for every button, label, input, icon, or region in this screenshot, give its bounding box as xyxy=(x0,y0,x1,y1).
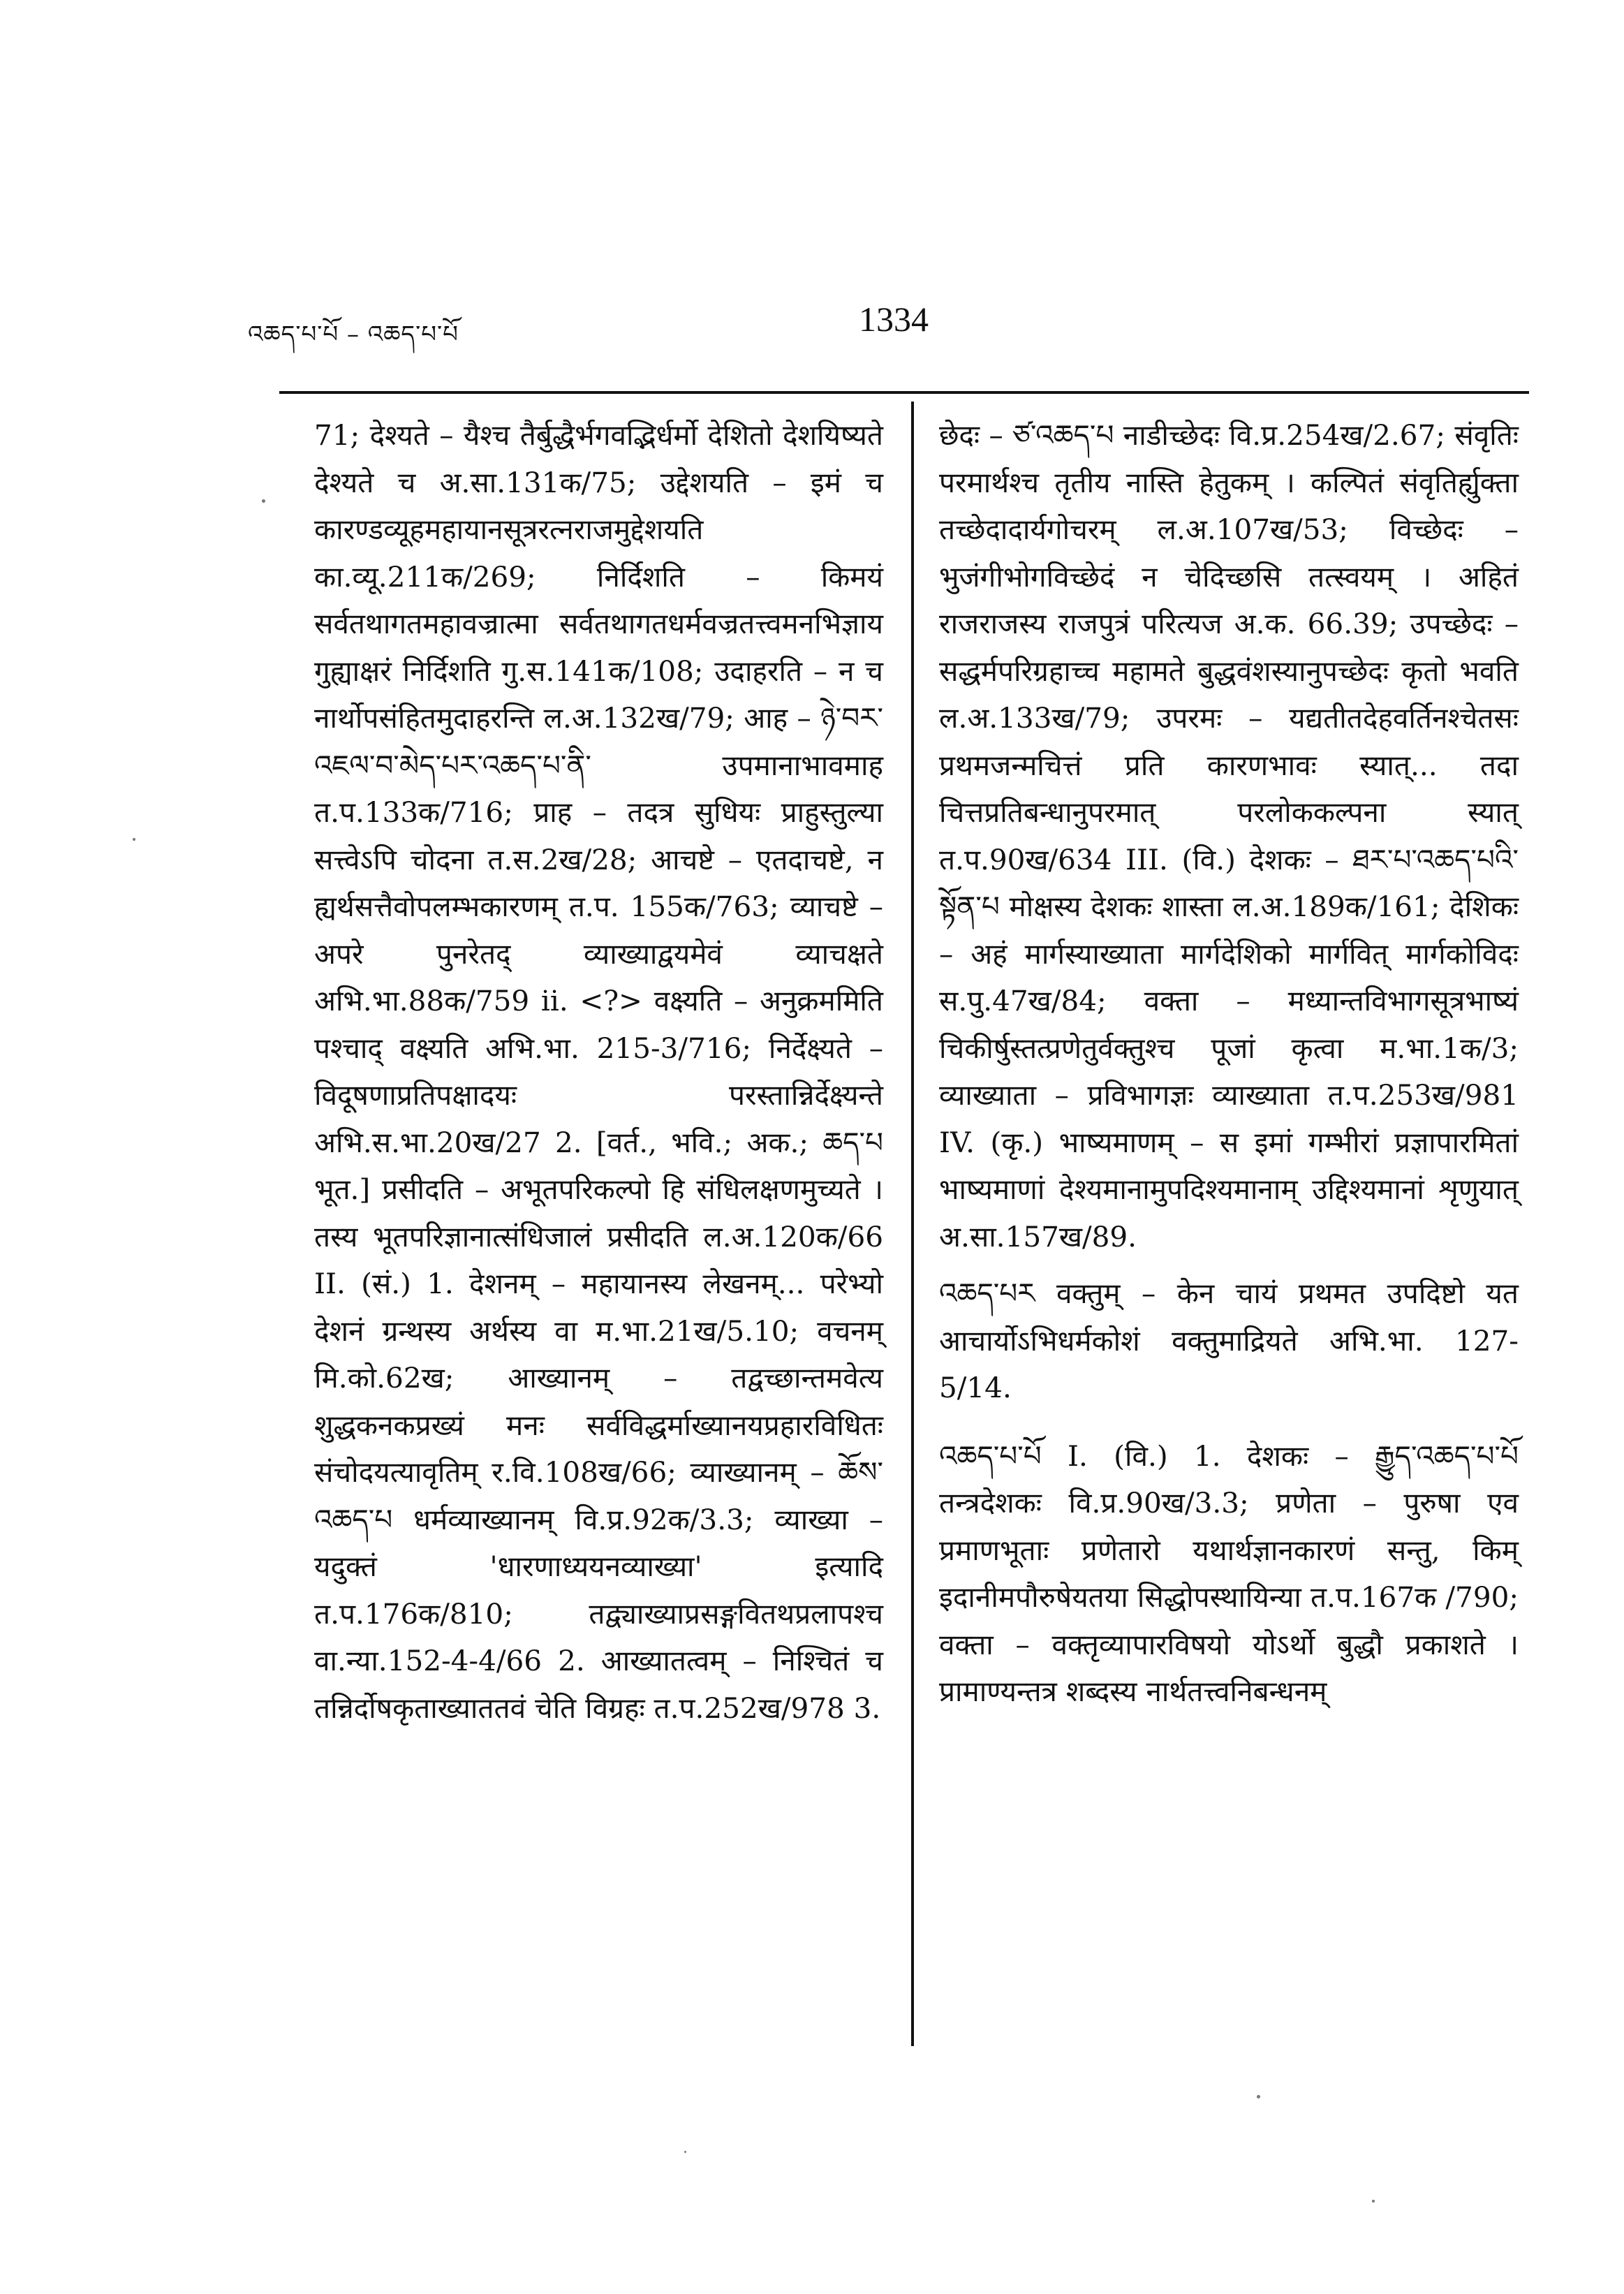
entry-vaktum: འཆད་པར वक्तुम् – केन चायं प्रथमत उपदिष्टो यत आचार्योऽभिधर्मकोशं वक्तुमाद्रियते अभि.भा. 127-5/14. xyxy=(939,1277,1519,1404)
running-head: འཆད་པ་པོ – འཆད་པ་པོ xyxy=(248,321,459,348)
scan-speck xyxy=(1372,2200,1375,2203)
scan-speck xyxy=(684,2151,686,2153)
right-column xyxy=(939,412,1519,1716)
right-column-text-1: छेदः – ཙ་འཆད་པ नाडीच्छेदः वि.प्र.254ख/2.67; संवृतिः परमार्थश्च तृतीय नास्ति हेतुकम् । कल्पितं संवृतिर्ह्युक्ता तच्छेदादार्यगोचरम् ल.अ.107ख/53; विच्छेदः – भुजंगीभोगविच्छेदं न चेदिच्छसि तत्स्वयम् । अहितं राजराजस्य राजपुत्रं परित्यज अ.क. 66.39; उपच्छेदः – सद्धर्मपरिग्रहाच्च महामते बुद्धवंशस्यानुपच्छेदः कृतो भवति ल.अ.133ख/79; उपरमः – यद्यतीतदेहवर्तिनश्चेतसः प्रथमजन्मचित्तं प्रति कारणभावः स्यात्... तदा चित्तप्रतिबन्धानुपरमात् परलोककल्पना स्यात् त.प.90ख/634 III. (वि.) देशकः – ཐར་པ་འཆད་པའི་སྟོན་པ मोक्षस्य देशकः शास्ता ल.अ.189क/161; देशिकः – अहं मार्गस्याख्याता मार्गदेशिको मार्गवित् मार्गकोविदः स.पु.47ख/84; वक्ता – मध्यान्तविभागसूत्रभाष्यं चिकीर्षुस्तत्प्रणेतुर्वक्तुश्च पूजां कृत्वा म.भा.1क/3; व्याख्याता – प्रविभागज्ञः व्याख्याता त.प.253ख/981 IV. (कृ.) भाष्यमाणम् – स इमां गम्भीरां प्रज्ञापारमितां भाष्यमाणां देश्यमानामुपदिश्यमानाम् उद्दिश्यमानां शृणुयात् अ.सा.157ख/89. xyxy=(939,418,1519,1253)
page-number: 1334 xyxy=(859,300,929,339)
scan-speck xyxy=(1257,2095,1260,2098)
left-column xyxy=(314,412,883,1732)
scan-speck xyxy=(262,499,265,503)
header-rule xyxy=(279,391,1529,394)
entry-chad-pa-po: འཆད་པ་པོ I. (वि.) 1. देशकः – རྒྱུད་འཆད་པ་པོ तन्त्रदेशकः वि.प्र.90ख/3.3; प्रणेता – पुरुषा एव प्रमाणभूताः प्रणेतारो यथार्थज्ञानकारणं सन्तु, किम् इदानीमपौरुषेयतया सिद्धोपस्थायिन्या त.प.167क /790; वक्ता – वक्तृव्यापारविषयो योऽर्थो बुद्धौ प्रकाशते । प्रामाण्यन्तत्र शब्दस्य नार्थतत्त्वनिबन्धनम् xyxy=(939,1439,1519,1708)
left-column-text: 71; देश्यते – यैश्च तैर्बुद्धैर्भगवद्भिर्धर्मो देशितो देशयिष्यते देश्यते च अ.सा.131क/75; उद्देशयति – इमं च कारण्डव्यूहमहायानसूत्ररत्नराजमुद्देशयति का.व्यू.211क/269; निर्दिशति – किमयं सर्वतथागतमहावज्रात्मा सर्वतथागतधर्मवज्रतत्त्वमनभिज्ञाय गुह्याक्षरं निर्दिशति गु.स.141क/108; उदाहरति – न च नार्थोपसंहितमुदाहरन्ति ल.अ.132ख/79; आह – ཉེ་བར་འཇལ་བ་མེད་པར་འཆད་པ་ནི་ उपमानाभावमाह त.प.133क/716; प्राह – तदत्र सुधियः प्राहुस्तुल्या सत्त्वेऽपि चोदना त.स.2ख/28; आचष्टे – एतदाचष्टे, न ह्यर्थसत्तैवोपलम्भकारणम् त.प. 155क/763; व्याचष्टे – अपरे पुनरेतद् व्याख्याद्वयमेवं व्याचक्षते अभि.भा.88क/759 ii. <?> वक्ष्यति – अनुक्रममिति पश्चाद् वक्ष्यति अभि.भा. 215-3/716; निर्देक्ष्यते – विदूषणाप्रतिपक्षादयः परस्तान्निर्देक्ष्यन्ते अभि.स.भा.20ख/27 2. [वर्त., भवि.; अक.; ཆད་པ भूत.] प्रसीदति – अभूतपरिकल्पो हि संधिलक्षणमुच्यते । तस्य भूतपरिज्ञानात्संधिजालं प्रसीदति ल.अ.120क/66 II. (सं.) 1. देशनम् – महायानस्य लेखनम्... परेभ्यो देशनं ग्रन्थस्य अर्थस्य वा म.भा.21ख/5.10; वचनम् मि.को.62ख; आख्यानम् – तद्वच्छान्तमवेत्य शुद्धकनकप्रख्यं मनः सर्वविद्धर्माख्यानयप्रहारविधितः संचोदयत्यावृतिम् र.वि.108ख/66; व्याख्यानम् – ཆོས་འཆད་པ धर्मव्याख्यानम् वि.प्र.92क/3.3; व्याख्या – यदुक्तं 'धारणाध्ययनव्याख्या' इत्यादि त.प.176क/810; तद्व्याख्याप्रसङ्गवितथप्रलापश्च वा.न्या.152-4-4/66 2. आख्यातत्वम् – निश्चितं च तन्निर्दोषकृताख्याततवं चेति विग्रहः त.प.252ख/978 3. xyxy=(314,418,883,1725)
scan-speck xyxy=(133,838,135,841)
column-divider xyxy=(911,402,914,2046)
